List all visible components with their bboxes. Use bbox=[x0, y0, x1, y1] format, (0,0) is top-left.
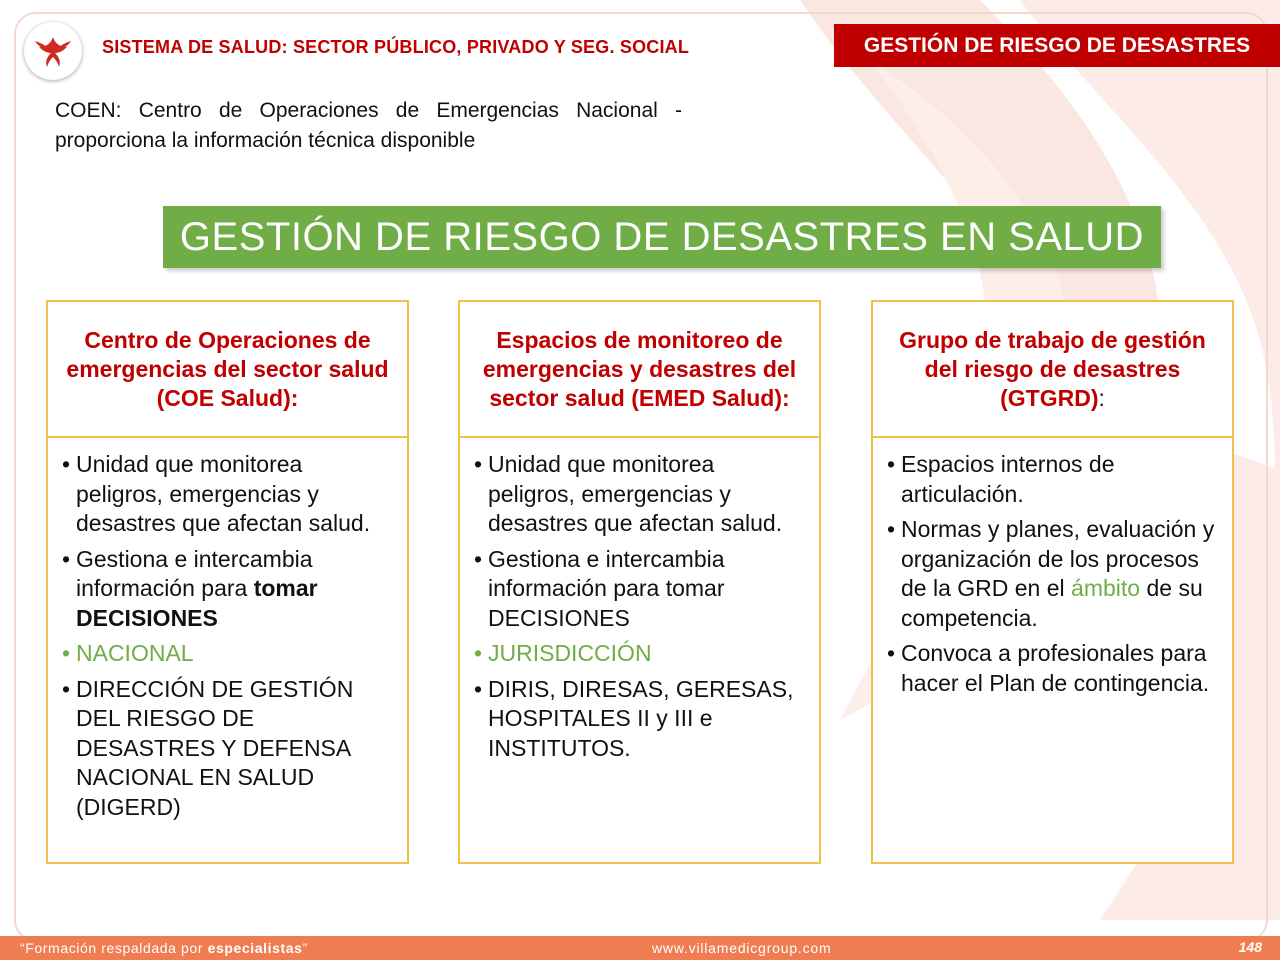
list-item: • DIRIS, DIRESAS, GERESAS, HOSPITALES II y III e INSTITUTOS. bbox=[474, 675, 805, 764]
footer-tagline: “Formación respaldada por especialistas” bbox=[20, 940, 308, 956]
card-list bbox=[873, 438, 1232, 698]
card-list bbox=[48, 438, 407, 822]
list-item: • Convoca a profesionales para hacer el Plan de contingencia. bbox=[887, 639, 1218, 698]
list-item: • DIRECCIÓN DE GESTIÓN DEL RIESGO DE DESASTRES Y DEFENSA NACIONAL EN SALUD (DIGERD) bbox=[62, 675, 393, 823]
footer-website-link[interactable]: www.villamedicgroup.com bbox=[652, 940, 832, 956]
card-title: Centro de Operaciones de emergencias del sector salud (COE Salud): bbox=[48, 302, 407, 438]
phoenix-logo-icon bbox=[24, 22, 82, 80]
list-item: • Espacios internos de articulación. bbox=[887, 450, 1218, 509]
list-item: • Normas y planes, evaluación y organización de los procesos de la GRD en el ámbito de su competencia. bbox=[887, 515, 1218, 633]
footer-bar bbox=[0, 936, 1280, 960]
card-coe-salud bbox=[46, 300, 409, 864]
list-item-scope: • NACIONAL bbox=[62, 639, 393, 669]
card-title: Espacios de monitoreo de emergencias y desastres del sector salud (EMED Salud): bbox=[460, 302, 819, 438]
card-emed-salud bbox=[458, 300, 821, 864]
list-item: • Gestiona e intercambia información para tomar DECISIONES bbox=[62, 545, 393, 634]
card-gtgrd bbox=[871, 300, 1234, 864]
intro-paragraph: COEN: Centro de Operaciones de Emergencias Nacional - proporciona la información técnica disponible bbox=[55, 99, 682, 152]
list-item: • Gestiona e intercambia información para tomar DECISIONES bbox=[474, 545, 805, 634]
section-badge: GESTIÓN DE RIESGO DE DESASTRES bbox=[834, 24, 1280, 67]
card-list bbox=[460, 438, 819, 763]
list-item: • Unidad que monitorea peligros, emergencias y desastres que afectan salud. bbox=[474, 450, 805, 539]
main-title-banner: GESTIÓN DE RIESGO DE DESASTRES EN SALUD bbox=[163, 206, 1161, 268]
card-title: Grupo de trabajo de gestión del riesgo de desastres (GTGRD): bbox=[873, 302, 1232, 438]
list-item: • Unidad que monitorea peligros, emergencias y desastres que afectan salud. bbox=[62, 450, 393, 539]
system-title: SISTEMA DE SALUD: SECTOR PÚBLICO, PRIVADO Y SEG. SOCIAL bbox=[102, 37, 690, 57]
list-item-scope: • JURISDICCIÓN bbox=[474, 639, 805, 669]
page-number: 148 bbox=[1238, 939, 1262, 955]
